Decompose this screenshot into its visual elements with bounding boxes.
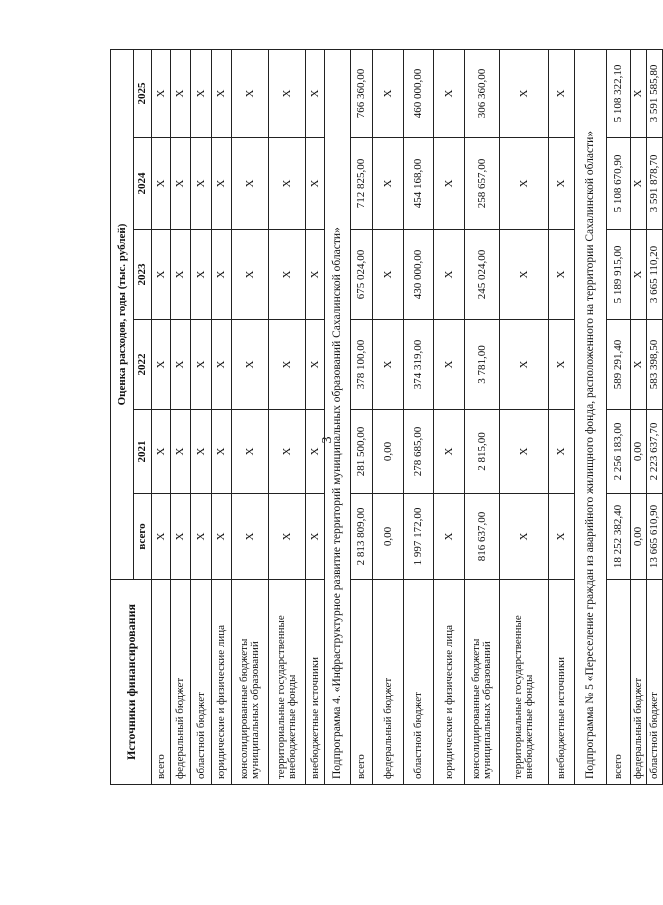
row-label: областной бюджет bbox=[191, 580, 212, 785]
cell-value: 0,00 bbox=[373, 494, 404, 580]
cell-value: X bbox=[434, 138, 465, 230]
cell-value: 278 685,00 bbox=[404, 410, 434, 494]
table-row bbox=[549, 50, 575, 785]
cell-value: 374 319,00 bbox=[404, 320, 434, 410]
cell-value: X bbox=[434, 320, 465, 410]
cell-value: X bbox=[434, 50, 465, 138]
row-label: областной бюджет bbox=[647, 580, 663, 785]
header-estimate: Оценка расходов, годы (тыс. рублей) bbox=[111, 50, 134, 580]
cell-value: X bbox=[171, 320, 191, 410]
cell-value: X bbox=[171, 50, 191, 138]
cell-value: X bbox=[171, 410, 191, 494]
table-row bbox=[306, 50, 325, 785]
cell-value: X bbox=[306, 50, 325, 138]
cell-value: X bbox=[500, 410, 549, 494]
cell-value: X bbox=[269, 320, 306, 410]
cell-value: 18 252 382,40 bbox=[607, 494, 631, 580]
cell-value: 5 108 322,10 bbox=[607, 50, 631, 138]
cell-value: X bbox=[171, 494, 191, 580]
table-row bbox=[647, 50, 663, 785]
table-row bbox=[269, 50, 306, 785]
cell-value: X bbox=[269, 138, 306, 230]
cell-value: X bbox=[549, 410, 575, 494]
cell-value: X bbox=[171, 138, 191, 230]
table-row bbox=[404, 50, 434, 785]
row-label: внебюджетные источники bbox=[549, 580, 575, 785]
cell-value: X bbox=[549, 50, 575, 138]
section-row bbox=[575, 50, 607, 785]
cell-value: X bbox=[212, 50, 232, 138]
cell-value: 13 665 610,90 bbox=[647, 494, 663, 580]
cell-value: X bbox=[152, 494, 171, 580]
cell-value: X bbox=[212, 320, 232, 410]
row-label: юридические и физические лица bbox=[434, 580, 465, 785]
cell-value: X bbox=[434, 230, 465, 320]
cell-value: 1 997 172,00 bbox=[404, 494, 434, 580]
row-label: всего bbox=[607, 580, 631, 785]
cell-value: 378 100,00 bbox=[351, 320, 373, 410]
cell-value: 460 000,00 bbox=[404, 50, 434, 138]
cell-value: 0,00 bbox=[631, 494, 647, 580]
cell-value: X bbox=[631, 50, 647, 138]
cell-value: 2 813 809,00 bbox=[351, 494, 373, 580]
cell-value: 5 189 915,00 bbox=[607, 230, 631, 320]
cell-value: X bbox=[306, 494, 325, 580]
cell-value: X bbox=[549, 138, 575, 230]
cell-value: 675 024,00 bbox=[351, 230, 373, 320]
cell-value: X bbox=[500, 138, 549, 230]
cell-value: X bbox=[500, 320, 549, 410]
cell-value: 454 168,00 bbox=[404, 138, 434, 230]
header-source: Источники финансирования bbox=[111, 580, 152, 785]
cell-value: X bbox=[191, 494, 212, 580]
cell-value: X bbox=[152, 410, 171, 494]
table-row bbox=[171, 50, 191, 785]
cell-value: X bbox=[306, 320, 325, 410]
subprogram-4-title: Подпрограмма 4. «Инфраструктурное развитие территорий муниципальных образований Сахалинской области» bbox=[325, 50, 351, 785]
table-row bbox=[191, 50, 212, 785]
cell-value: 3 665 110,20 bbox=[647, 230, 663, 320]
cell-value: 2 223 637,70 bbox=[647, 410, 663, 494]
cell-value: X bbox=[212, 138, 232, 230]
cell-value: X bbox=[269, 494, 306, 580]
row-label: внебюджетные источники bbox=[306, 580, 325, 785]
table-row bbox=[607, 50, 631, 785]
row-label: федеральный бюджет bbox=[373, 580, 404, 785]
cell-value: X bbox=[212, 230, 232, 320]
cell-value: X bbox=[152, 50, 171, 138]
cell-value: X bbox=[191, 320, 212, 410]
cell-value: 2 815,00 bbox=[465, 410, 500, 494]
table-row bbox=[351, 50, 373, 785]
cell-value: 306 360,00 bbox=[465, 50, 500, 138]
cell-value: X bbox=[434, 410, 465, 494]
cell-value: X bbox=[212, 494, 232, 580]
year-header: 2025 bbox=[134, 50, 152, 138]
year-header: всего bbox=[134, 494, 152, 580]
row-label: всего bbox=[152, 580, 171, 785]
row-label: территориальные государственные внебюджетные фонды bbox=[269, 580, 306, 785]
cell-value: X bbox=[434, 494, 465, 580]
page-number: 3 bbox=[320, 436, 335, 444]
cell-value: X bbox=[171, 230, 191, 320]
table-row bbox=[373, 50, 404, 785]
cell-value: X bbox=[549, 494, 575, 580]
cell-value: X bbox=[306, 138, 325, 230]
cell-value: 430 000,00 bbox=[404, 230, 434, 320]
cell-value: 3 781,00 bbox=[465, 320, 500, 410]
cell-value: X bbox=[232, 50, 269, 138]
table-row bbox=[434, 50, 465, 785]
year-header: 2024 bbox=[134, 138, 152, 230]
cell-value: X bbox=[500, 230, 549, 320]
cell-value: 2 256 183,00 bbox=[607, 410, 631, 494]
row-label: всего bbox=[351, 580, 373, 785]
cell-value: 583 398,50 bbox=[647, 320, 663, 410]
financing-table bbox=[110, 49, 663, 785]
cell-value: 0,00 bbox=[631, 410, 647, 494]
cell-value: X bbox=[373, 320, 404, 410]
cell-value: 816 637,00 bbox=[465, 494, 500, 580]
table-row bbox=[212, 50, 232, 785]
row-label: консолидированные бюджеты муниципальных образований bbox=[232, 580, 269, 785]
cell-value: X bbox=[373, 50, 404, 138]
table-row bbox=[500, 50, 549, 785]
row-label: консолидированные бюджеты муниципальных образований bbox=[465, 580, 500, 785]
cell-value: 245 024,00 bbox=[465, 230, 500, 320]
cell-value: X bbox=[232, 138, 269, 230]
cell-value: X bbox=[152, 230, 171, 320]
cell-value: X bbox=[631, 320, 647, 410]
table-row bbox=[465, 50, 500, 785]
cell-value: 5 108 670,90 bbox=[607, 138, 631, 230]
cell-value: X bbox=[232, 410, 269, 494]
cell-value: X bbox=[631, 138, 647, 230]
cell-value: X bbox=[306, 410, 325, 494]
row-label: федеральный бюджет bbox=[631, 580, 647, 785]
cell-value: X bbox=[269, 230, 306, 320]
cell-value: 589 291,40 bbox=[607, 320, 631, 410]
cell-value: X bbox=[500, 494, 549, 580]
section-row bbox=[325, 50, 351, 785]
cell-value: X bbox=[269, 50, 306, 138]
table-row bbox=[232, 50, 269, 785]
year-header: 2022 bbox=[134, 320, 152, 410]
cell-value: X bbox=[232, 320, 269, 410]
cell-value: 3 591 878,70 bbox=[647, 138, 663, 230]
cell-value: X bbox=[373, 230, 404, 320]
row-label: федеральный бюджет bbox=[171, 580, 191, 785]
row-label: территориальные государственные внебюджетные фонды bbox=[500, 580, 549, 785]
cell-value: X bbox=[191, 410, 212, 494]
cell-value: X bbox=[500, 50, 549, 138]
cell-value: 281 500,00 bbox=[351, 410, 373, 494]
cell-value: 258 657,00 bbox=[465, 138, 500, 230]
cell-value: X bbox=[306, 230, 325, 320]
cell-value: X bbox=[373, 138, 404, 230]
cell-value: X bbox=[232, 494, 269, 580]
year-header: 2023 bbox=[134, 230, 152, 320]
cell-value: X bbox=[191, 50, 212, 138]
cell-value: 712 825,00 bbox=[351, 138, 373, 230]
cell-value: 3 591 585,80 bbox=[647, 50, 663, 138]
cell-value: X bbox=[549, 230, 575, 320]
cell-value: X bbox=[191, 138, 212, 230]
cell-value: X bbox=[269, 410, 306, 494]
cell-value: X bbox=[191, 230, 212, 320]
cell-value: X bbox=[631, 230, 647, 320]
cell-value: X bbox=[549, 320, 575, 410]
cell-value: X bbox=[152, 320, 171, 410]
cell-value: 0,00 bbox=[373, 410, 404, 494]
row-label: областной бюджет bbox=[404, 580, 434, 785]
table-row bbox=[631, 50, 647, 785]
row-label: юридические и физические лица bbox=[212, 580, 232, 785]
rotated-table-container bbox=[110, 50, 660, 785]
table-row bbox=[152, 50, 171, 785]
cell-value: X bbox=[232, 230, 269, 320]
cell-value: X bbox=[212, 410, 232, 494]
year-header: 2021 bbox=[134, 410, 152, 494]
cell-value: X bbox=[152, 138, 171, 230]
subprogram-5-title: Подпрограмма № 5 «Переселение граждан из аварийного жилищного фонда, расположенного на территории Сахалинской области» bbox=[575, 50, 607, 785]
cell-value: 766 360,00 bbox=[351, 50, 373, 138]
